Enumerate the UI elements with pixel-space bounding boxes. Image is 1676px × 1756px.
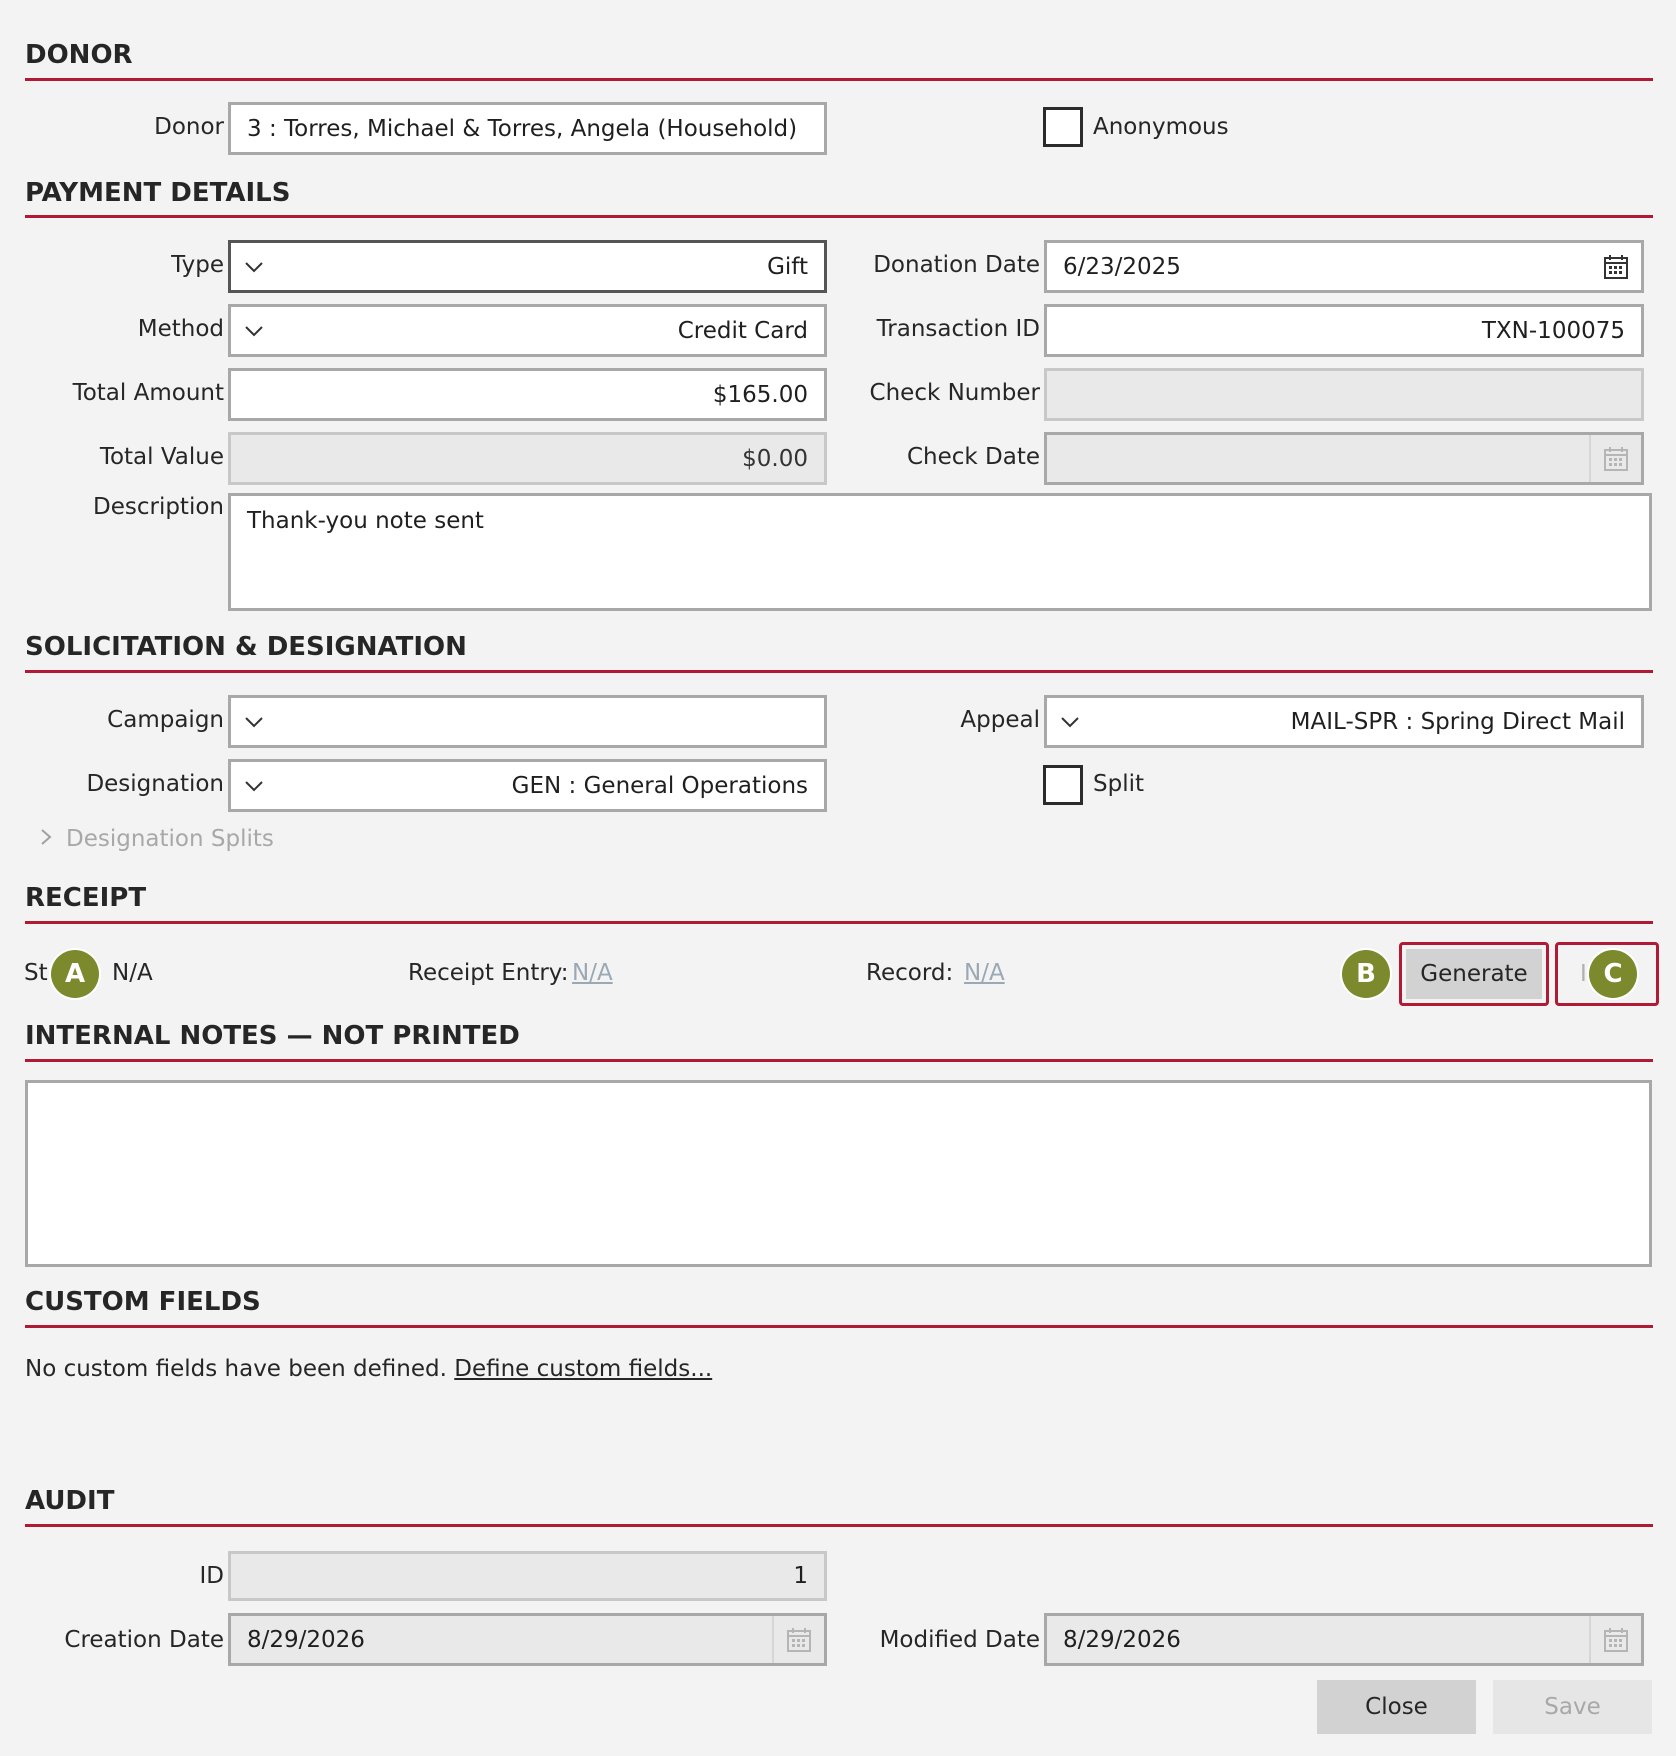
anonymous-label: Anonymous	[1093, 114, 1229, 140]
internal-notes-textarea[interactable]	[25, 1080, 1652, 1267]
section-divider	[25, 921, 1653, 924]
method-label: Method	[137, 316, 224, 342]
modified-date-picker	[1044, 1613, 1644, 1666]
save-button[interactable]: Save	[1493, 1680, 1652, 1734]
donation-date-label: Donation Date	[873, 252, 1040, 278]
modified-date-label: Modified Date	[879, 1627, 1040, 1653]
section-title-receipt: RECEIPT	[25, 883, 147, 913]
chevron-down-icon	[1047, 716, 1093, 728]
section-title-solicitation: SOLICITATION & DESIGNATION	[25, 632, 467, 662]
campaign-label: Campaign	[107, 707, 224, 733]
transaction-id-value: TXN-100075	[1481, 317, 1625, 344]
chevron-down-icon	[231, 716, 277, 728]
section-divider	[25, 670, 1653, 673]
check-date-picker	[1044, 432, 1644, 485]
split-label: Split	[1093, 771, 1144, 797]
total-amount-value: $165.00	[712, 381, 808, 408]
section-title-donor: DONOR	[25, 40, 133, 70]
receipt-entry-link[interactable]: N/A	[572, 960, 613, 986]
transaction-id-input[interactable]	[1044, 304, 1644, 357]
method-value: Credit Card	[677, 317, 808, 344]
designation-label: Designation	[86, 771, 224, 797]
creation-date-picker	[228, 1613, 827, 1666]
designation-splits-expander[interactable]	[40, 826, 274, 852]
check-number-input	[1044, 368, 1644, 421]
anonymous-checkbox[interactable]	[1043, 107, 1083, 147]
modified-date-value: 8/29/2026	[1063, 1626, 1181, 1653]
custom-fields-message: No custom fields have been defined.	[25, 1356, 447, 1382]
section-divider	[25, 215, 1653, 218]
description-textarea[interactable]	[228, 493, 1652, 611]
close-button[interactable]: Close	[1317, 1680, 1476, 1734]
internal-notes-value	[28, 1083, 1649, 1095]
campaign-select[interactable]	[228, 695, 827, 748]
calendar-icon[interactable]	[1591, 243, 1641, 290]
appeal-value: MAIL-SPR : Spring Direct Mail	[1290, 708, 1625, 735]
chevron-down-icon	[813, 123, 827, 135]
check-number-label: Check Number	[869, 380, 1040, 406]
donor-value: 3 : Torres, Michael & Torres, Angela (Household)	[247, 115, 798, 142]
receipt-status-label: St	[24, 960, 48, 986]
section-divider	[25, 1325, 1653, 1328]
total-value-value: $0.00	[742, 445, 808, 472]
audit-id-label: ID	[199, 1563, 224, 1589]
description-value: Thank-you note sent	[247, 508, 484, 534]
chevron-right-icon	[40, 828, 52, 850]
donation-date-value: 6/23/2025	[1063, 253, 1181, 280]
audit-id-input	[228, 1551, 827, 1601]
type-select[interactable]	[228, 240, 827, 293]
receipt-entry-label: Receipt Entry:	[408, 960, 569, 986]
total-amount-label: Total Amount	[72, 380, 224, 406]
type-value: Gift	[767, 253, 808, 280]
receipt-status-value: N/A	[112, 960, 153, 986]
appeal-label: Appeal	[960, 707, 1040, 733]
calendar-icon	[1589, 435, 1641, 482]
chevron-down-icon	[231, 325, 277, 337]
type-label: Type	[171, 252, 224, 278]
total-value-label: Total Value	[99, 444, 224, 470]
calendar-icon	[1589, 1616, 1641, 1663]
section-title-payment-details: PAYMENT DETAILS	[25, 178, 291, 208]
section-title-custom-fields: CUSTOM FIELDS	[25, 1287, 261, 1317]
custom-fields-row	[25, 1356, 712, 1382]
appeal-select[interactable]	[1044, 695, 1644, 748]
chevron-down-icon	[231, 261, 277, 273]
section-divider	[25, 1524, 1653, 1527]
badge-a: A	[51, 950, 99, 998]
calendar-icon	[772, 1616, 824, 1663]
donor-select[interactable]	[228, 102, 827, 155]
record-label: Record:	[866, 960, 954, 986]
receipt-secondary-button-label: I	[1580, 961, 1587, 987]
designation-select[interactable]	[228, 759, 827, 812]
define-custom-fields-link[interactable]: Define custom fields...	[454, 1356, 713, 1382]
creation-date-label: Creation Date	[64, 1627, 224, 1653]
badge-b: B	[1342, 950, 1390, 998]
generate-button-wrapper[interactable]	[1399, 942, 1549, 1006]
split-checkbox[interactable]	[1043, 765, 1083, 805]
method-select[interactable]	[228, 304, 827, 357]
designation-value: GEN : General Operations	[511, 772, 808, 799]
designation-splits-label: Designation Splits	[66, 826, 274, 852]
donation-date-picker[interactable]	[1044, 240, 1644, 293]
transaction-id-label: Transaction ID	[876, 316, 1040, 342]
section-divider	[25, 1059, 1653, 1062]
creation-date-value: 8/29/2026	[247, 1626, 365, 1653]
generate-button[interactable]: Generate	[1406, 949, 1542, 999]
donor-label: Donor	[154, 114, 224, 140]
record-link[interactable]: N/A	[964, 960, 1005, 986]
total-value-input	[228, 432, 827, 485]
section-title-internal-notes: INTERNAL NOTES — NOT PRINTED	[25, 1021, 520, 1051]
description-label: Description	[93, 494, 224, 520]
check-date-label: Check Date	[906, 444, 1040, 470]
chevron-down-icon	[231, 780, 277, 792]
badge-c: C	[1589, 950, 1637, 998]
section-title-audit: AUDIT	[25, 1486, 115, 1516]
total-amount-input[interactable]	[228, 368, 827, 421]
section-divider	[25, 78, 1653, 81]
audit-id-value: 1	[793, 1563, 808, 1589]
